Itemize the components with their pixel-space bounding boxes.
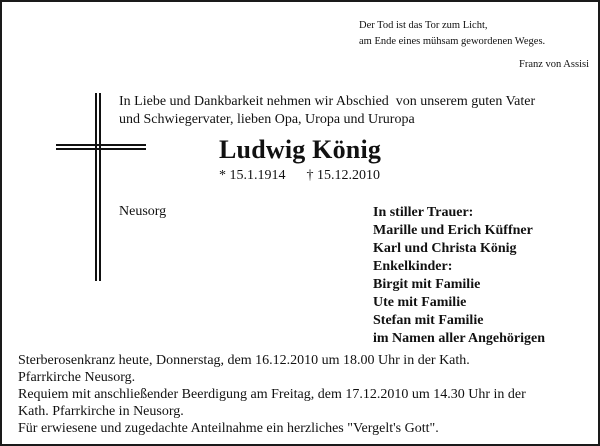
death-date: † 15.12.2010 [306,168,380,183]
cross-horizontal-beam [56,144,146,150]
place-name: Neusorg [119,204,167,219]
mourner-line: Stefan mit Familie [373,313,484,328]
service-details [18,352,590,437]
quote-line: Der Tod ist das Tor zum Licht, [359,20,488,31]
quote-author: Franz von Assisi [518,59,589,70]
birth-date: * 15.1.1914 [219,168,286,183]
deceased-name: Ludwig König [219,135,382,164]
intro-line: und Schwiegervater, lieben Opa, Uropa und Ururopa [119,112,415,127]
footer-line: Sterberosenkranz heute, Donnerstag, dem 16.12.2010 um 18.00 Uhr in der Kath. [18,353,470,368]
footer-line: Pfarrkirche Neusorg. [18,370,136,385]
cross-vertical-beam [95,93,101,281]
quote-line: am Ende eines mühsam gewordenen Weges. [359,36,546,47]
life-dates [219,168,380,184]
mourner-line: Marille und Erich Küffner [373,223,533,238]
quote-block [359,18,589,73]
footer-line: Für erwiesene und zugedachte Anteilnahme ein herzliches "Vergelt's Gott". [18,421,439,436]
mourner-line: Birgit mit Familie [373,277,481,292]
footer-line: Requiem mit anschließender Beerdigung am Freitag, dem 17.12.2010 um 14.30 Uhr in der [18,387,526,402]
mourner-line: Karl und Christa König [373,241,517,256]
mourners-list [373,204,545,348]
footer-line: Kath. Pfarrkirche in Neusorg. [18,404,184,419]
mourner-line: im Namen aller Angehörigen [373,331,546,346]
intro-text [119,93,579,129]
intro-line: In Liebe und Dankbarkeit nehmen wir Abschied von unserem guten Vater [119,94,536,109]
mourner-line: Ute mit Familie [373,295,467,310]
mourner-line: Enkelkinder: [373,259,453,274]
mourners-heading: In stiller Trauer: [373,205,474,220]
